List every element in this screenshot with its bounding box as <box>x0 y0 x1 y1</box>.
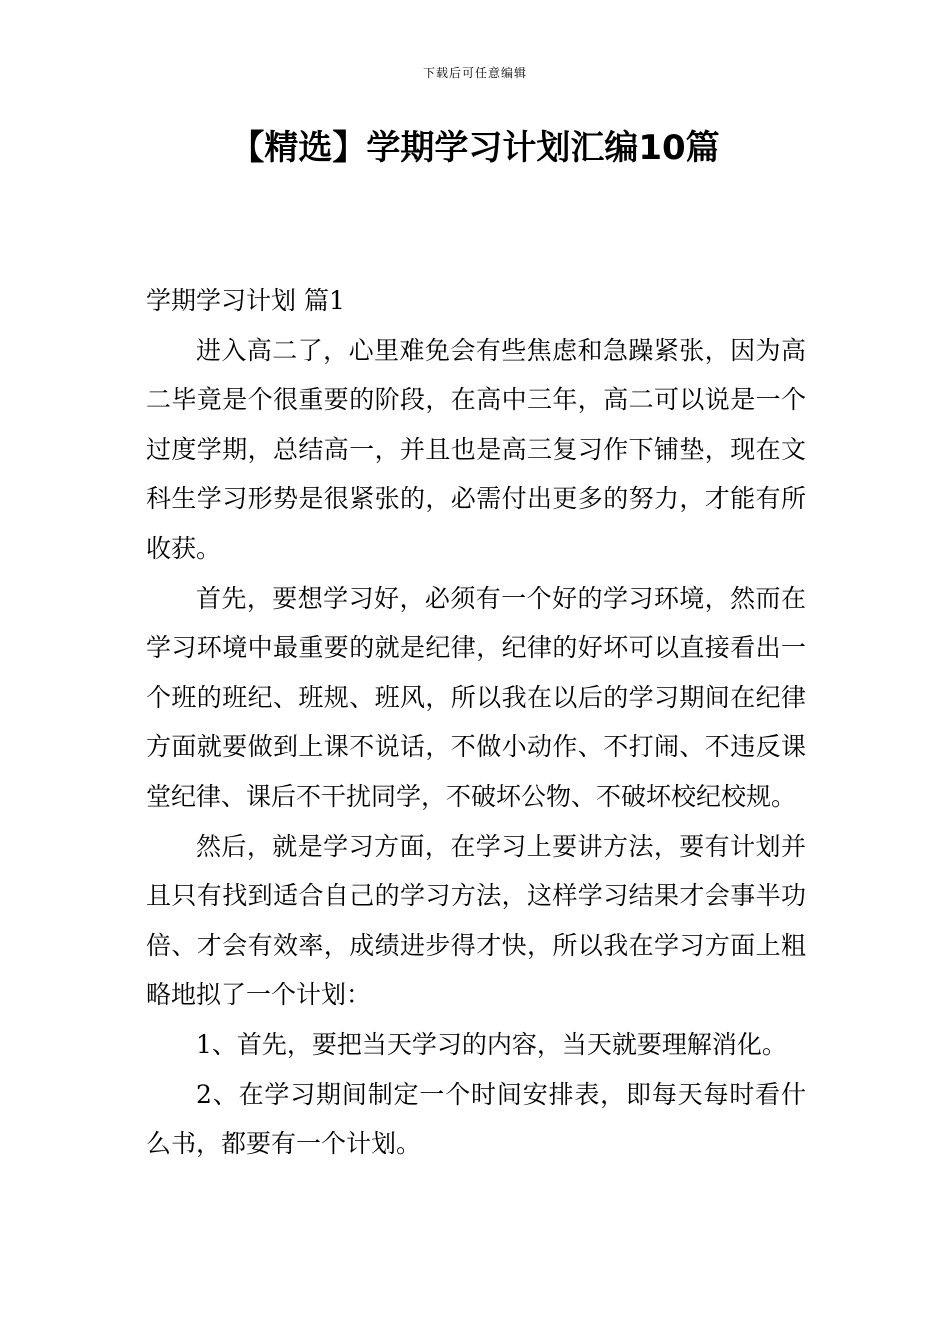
paragraph-3: 然后，就是学习方面，在学习上要讲方法，要有计划并且只有找到适合自己的学习方法，这样学习结果才会事半功倍、才会有效率，成绩进步得才快，所以我在学习方面上粗略地拟了一个计划： <box>146 831 806 1010</box>
document-title: 【精选】学期学习计划汇编10篇 <box>230 128 720 168</box>
paragraph-2: 首先，要想学习好，必须有一个好的学习环境，然而在学习环境中最重要的就是纪律，纪律的好坏可以直接看出一个班的班纪、班规、班风，所以我在以后的学习期间在纪律方面就要做到上课不说话，不做小动作、不打闹、不违反课堂纪律、课后不干扰同学，不破坏公物、不破坏校纪校规。 <box>146 583 806 811</box>
section-heading: 学期学习计划 篇1 <box>146 286 345 315</box>
document-body <box>146 276 806 1169</box>
paragraph-4: 1、首先，要把当天学习的内容，当天就要理解消化。 <box>196 1029 787 1059</box>
paragraph-5: 2、在学习期间制定一个时间安排表，即每天每时看什么书，都要有一个计划。 <box>146 1079 806 1159</box>
paragraph-1: 进入高二了，心里难免会有些焦虑和急躁紧张，因为高二毕竟是个很重要的阶段，在高中三年，高二可以说是一个过度学期，总结高一，并且也是高三复习作下铺垫，现在文科生学习形势是很紧张的，必需付出更多的努力，才能有所收获。 <box>146 335 806 563</box>
header-note: 下载后可任意编辑 <box>422 66 527 80</box>
